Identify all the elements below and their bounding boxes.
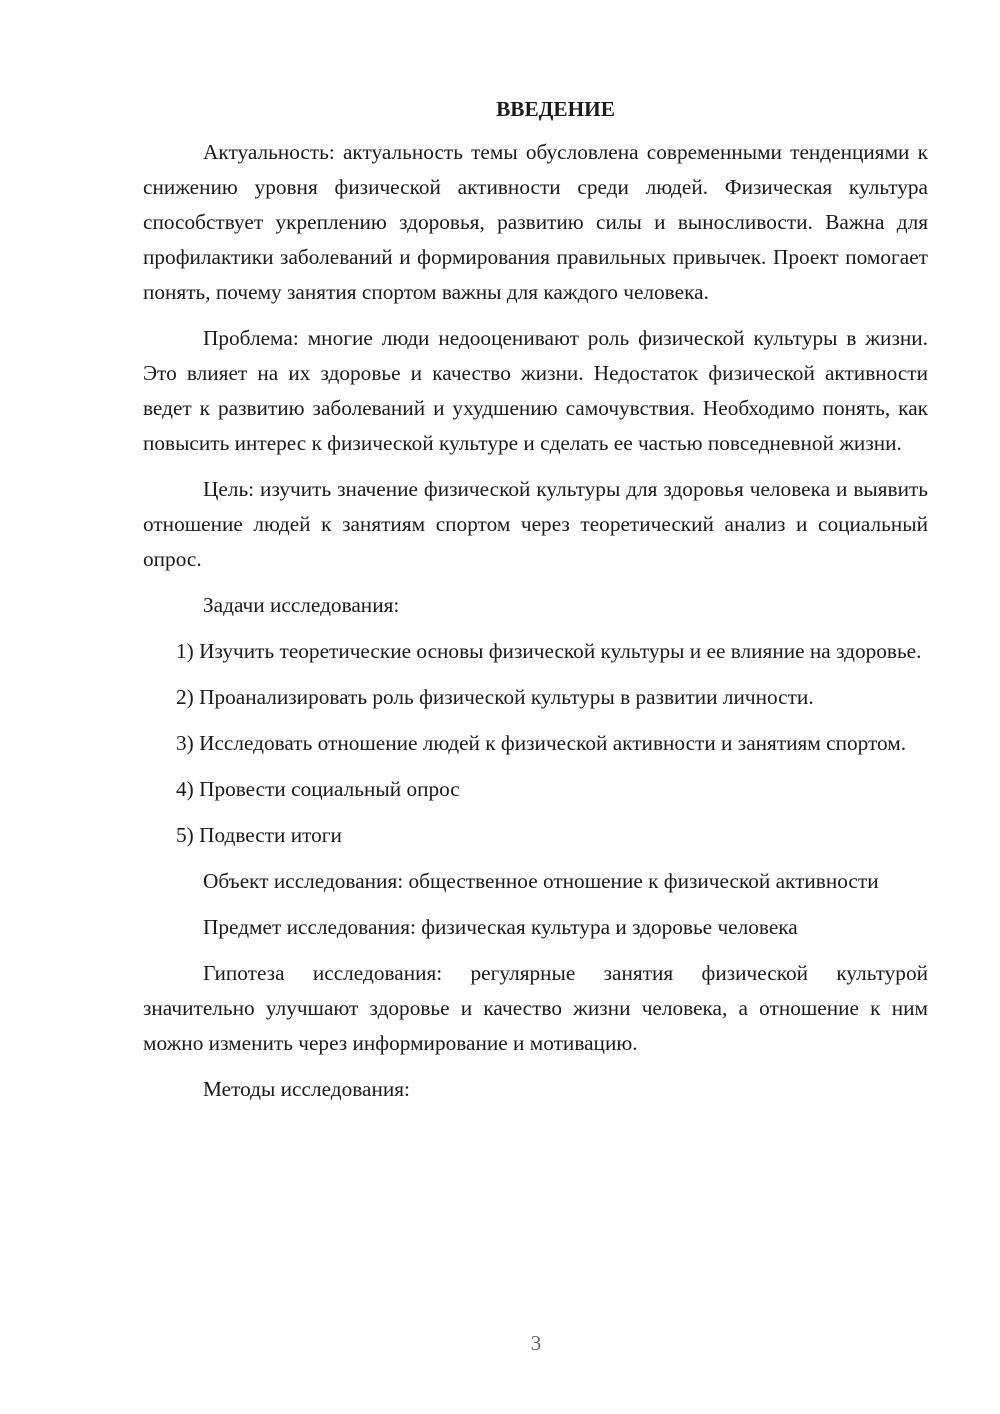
page-title: ВВЕДЕНИЕ	[496, 97, 615, 121]
task-item: 4) Провести социальный опрос	[176, 777, 460, 801]
hypothesis-paragraph: Гипотеза исследования: регулярные занятия физической культурой значительно улучшают здоровье и качество жизни человека, а отношение к ним можно изменить через информирование и мотивацию.	[143, 961, 928, 1055]
page-number: 3	[530, 1331, 542, 1355]
problem-paragraph: Проблема: многие люди недооценивают роль физической культуры в жизни. Это влияет на их здоровье и качество жизни. Недостаток физической активности ведет к развитию заболеваний и ухудшению самочувствия. Необходимо понять, как повысить интерес к физической культуре и сделать ее частью повседневной жизни.	[143, 326, 928, 455]
tasks-heading: Задачи исследования:	[203, 593, 400, 617]
task-item: 2) Проанализировать роль физической культуры в развитии личности.	[176, 685, 814, 709]
task-item: 3) Исследовать отношение людей к физической активности и занятиям спортом.	[176, 731, 907, 755]
task-item: 1) Изучить теоретические основы физической культуры и ее влияние на здоровье.	[176, 639, 922, 663]
methods-heading: Методы исследования:	[203, 1077, 410, 1101]
page-content	[143, 92, 928, 1118]
subject-paragraph: Предмет исследования: физическая культура и здоровье человека	[203, 915, 798, 939]
object-paragraph: Объект исследования: общественное отношение к физической активности	[203, 869, 879, 893]
relevance-paragraph: Актуальность: актуальность темы обусловлена современными тенденциями к снижению уровня физической активности среди людей. Физическая культура способствует укреплению здоровья, развитию силы и выносливости. Важна для профилактики заболеваний и формирования правильных привычек. Проект помогает понять, почему занятия спортом важны для каждого человека.	[143, 140, 928, 304]
goal-paragraph: Цель: изучить значение физической культуры для здоровья человека и выявить отношение людей к занятиям спортом через теоретический анализ и социальный опрос.	[143, 477, 928, 571]
task-item: 5) Подвести итоги	[176, 823, 342, 847]
